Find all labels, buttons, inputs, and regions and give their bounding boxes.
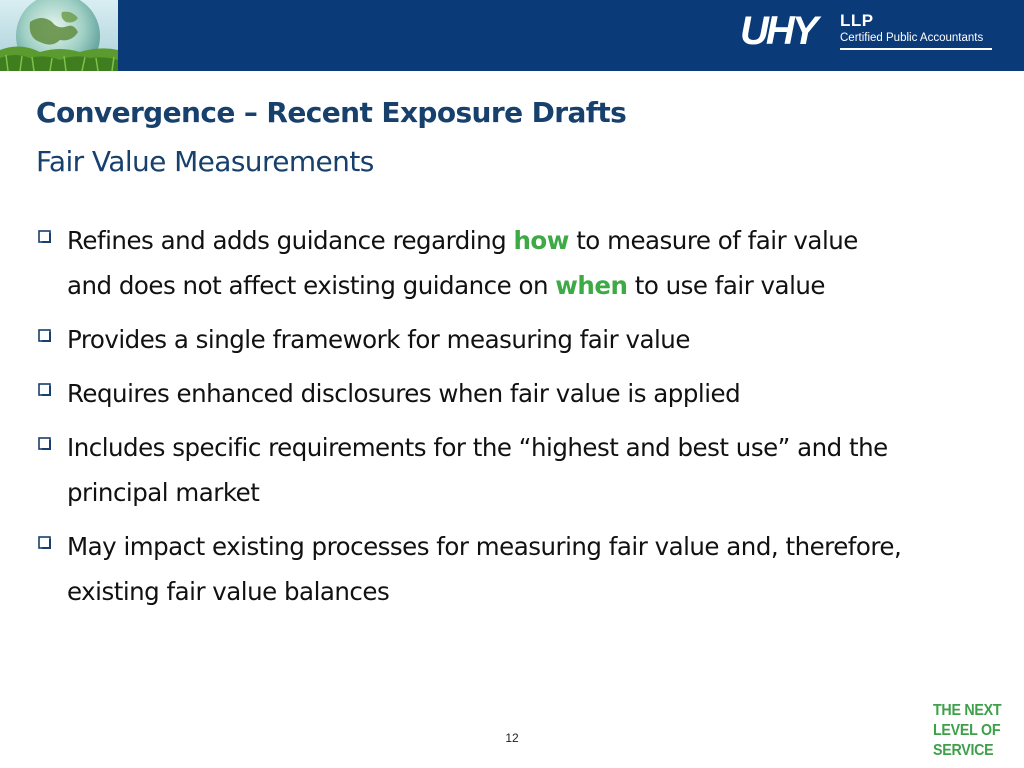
- tagline-logo: [933, 703, 1001, 763]
- bullet-text: Provides a single framework for measuring fair value: [67, 325, 690, 354]
- checkbox-bullet-icon: [38, 536, 51, 549]
- bullet-item: [36, 425, 996, 515]
- checkbox-bullet-icon: [38, 437, 51, 450]
- uhy-logo-mark: [740, 6, 832, 64]
- bullet-text: Refines and adds guidance regarding how to measure of fair value and does not affect existing guidance on when to use fair value: [67, 226, 858, 300]
- logo-divider: [840, 48, 992, 50]
- tagline-line-2: LEVEL OF: [933, 722, 1001, 739]
- svg-text:UHY: UHY: [740, 9, 816, 53]
- bullet-item: [36, 371, 996, 416]
- bullet-list: [36, 218, 996, 623]
- globe-image: [0, 0, 118, 71]
- tagline-line-1: THE NEXT: [933, 702, 1002, 719]
- header-bar: [0, 0, 1024, 71]
- page-number: 12: [505, 731, 519, 745]
- checkbox-bullet-icon: [38, 329, 51, 342]
- highlight-how: how: [513, 226, 569, 255]
- tagline-line-3: SERVICE: [933, 742, 994, 759]
- slide-subtitle: Fair Value Measurements: [36, 145, 374, 178]
- bullet-text: May impact existing processes for measuring fair value and, therefore, existing fair value balances: [67, 532, 902, 606]
- checkbox-bullet-icon: [38, 383, 51, 396]
- logo-subtitle: Certified Public Accountants: [840, 32, 984, 44]
- slide-title: Convergence – Recent Exposure Drafts: [36, 96, 627, 129]
- uhy-logo: [740, 6, 1010, 64]
- highlight-when: when: [555, 271, 628, 300]
- bullet-item: [36, 524, 996, 614]
- bullet-item: [36, 218, 996, 308]
- bullet-text: Requires enhanced disclosures when fair value is applied: [67, 379, 741, 408]
- bullet-text: Includes specific requirements for the “highest and best use” and the principal market: [67, 433, 888, 507]
- bullet-item: [36, 317, 996, 362]
- logo-llp: LLP: [840, 11, 874, 30]
- checkbox-bullet-icon: [38, 230, 51, 243]
